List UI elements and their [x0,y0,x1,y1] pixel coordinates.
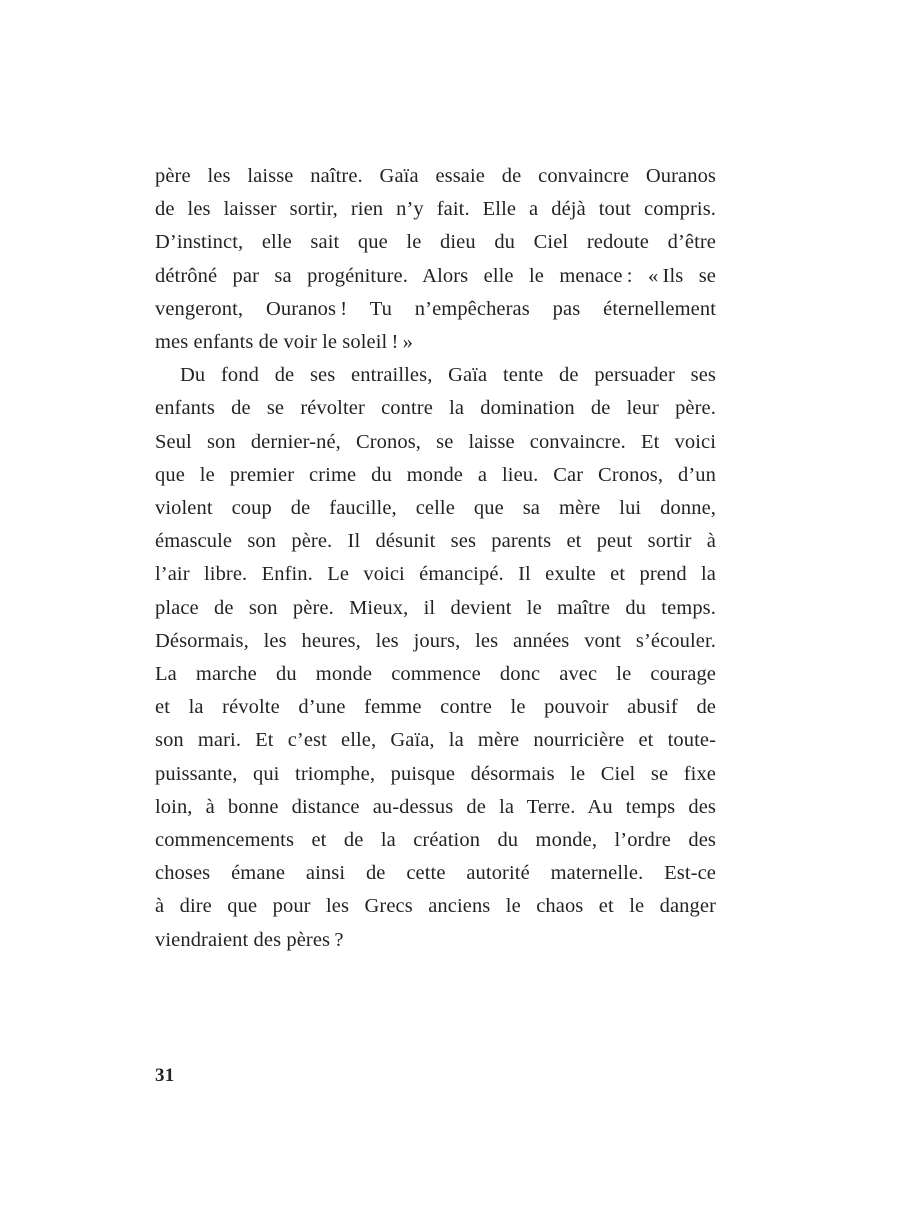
text-line: violent coup de faucille, celle que sa mère lui donne, [155,497,716,520]
text-line: à dire que pour les Grecs anciens le chaos et le danger [155,895,716,918]
text-line: Seul son dernier-né, Cronos, se laisse convaincre. Et voici [155,430,716,453]
text-line: père les laisse naître. Gaïa essaie de convaincre Ouranos [155,165,716,187]
text-line: La marche du monde commence donc avec le courage [155,663,716,686]
text-line: enfants de se révolter contre la domination de leur père. [155,397,716,420]
text-line: Désormais, les heures, les jours, les années vont s’écouler. [155,629,716,652]
text-line: mes enfants de voir le soleil ! » [155,331,414,354]
text-line: que le premier crime du monde a lieu. Car Cronos, d’un [155,463,716,486]
text-line: puissante, qui triomphe, puisque désormais le Ciel se fixe [155,762,716,785]
text-line: détrôné par sa progéniture. Alors elle le menace : « Ils se [155,264,716,287]
text-line: émascule son père. Il désunit ses parents et peut sortir à [155,530,716,553]
text-line: D’instinct, elle sait que le dieu du Ciel redoute d’être [155,231,716,254]
text-line: de les laisser sortir, rien n’y fait. Elle a déjà tout compris. [155,198,716,221]
text-line: choses émane ainsi de cette autorité maternelle. Est-ce [155,862,716,885]
text-line: loin, à bonne distance au-dessus de la Terre. Au temps des [155,795,716,818]
text-line: viendraient des pères ? [155,928,344,951]
text-line: Du fond de ses entrailles, Gaïa tente de persuader ses [180,364,716,387]
paragraph [155,359,716,957]
text-line: et la révolte d’une femme contre le pouvoir abusif de [155,696,716,719]
text-line: vengeront, Ouranos ! Tu n’empêcheras pas éternellement [155,297,716,320]
page-number: 31 [155,1065,175,1086]
text-line: l’air libre. Enfin. Le voici émancipé. Il exulte et prend la [155,563,716,586]
text-block [155,160,716,957]
text-line: commencements et de la création du monde, l’ordre des [155,829,716,852]
paragraph [155,160,716,359]
text-line: place de son père. Mieux, il devient le maître du temps. [155,596,716,619]
text-line: son mari. Et c’est elle, Gaïa, la mère nourricière et toute- [155,729,716,752]
